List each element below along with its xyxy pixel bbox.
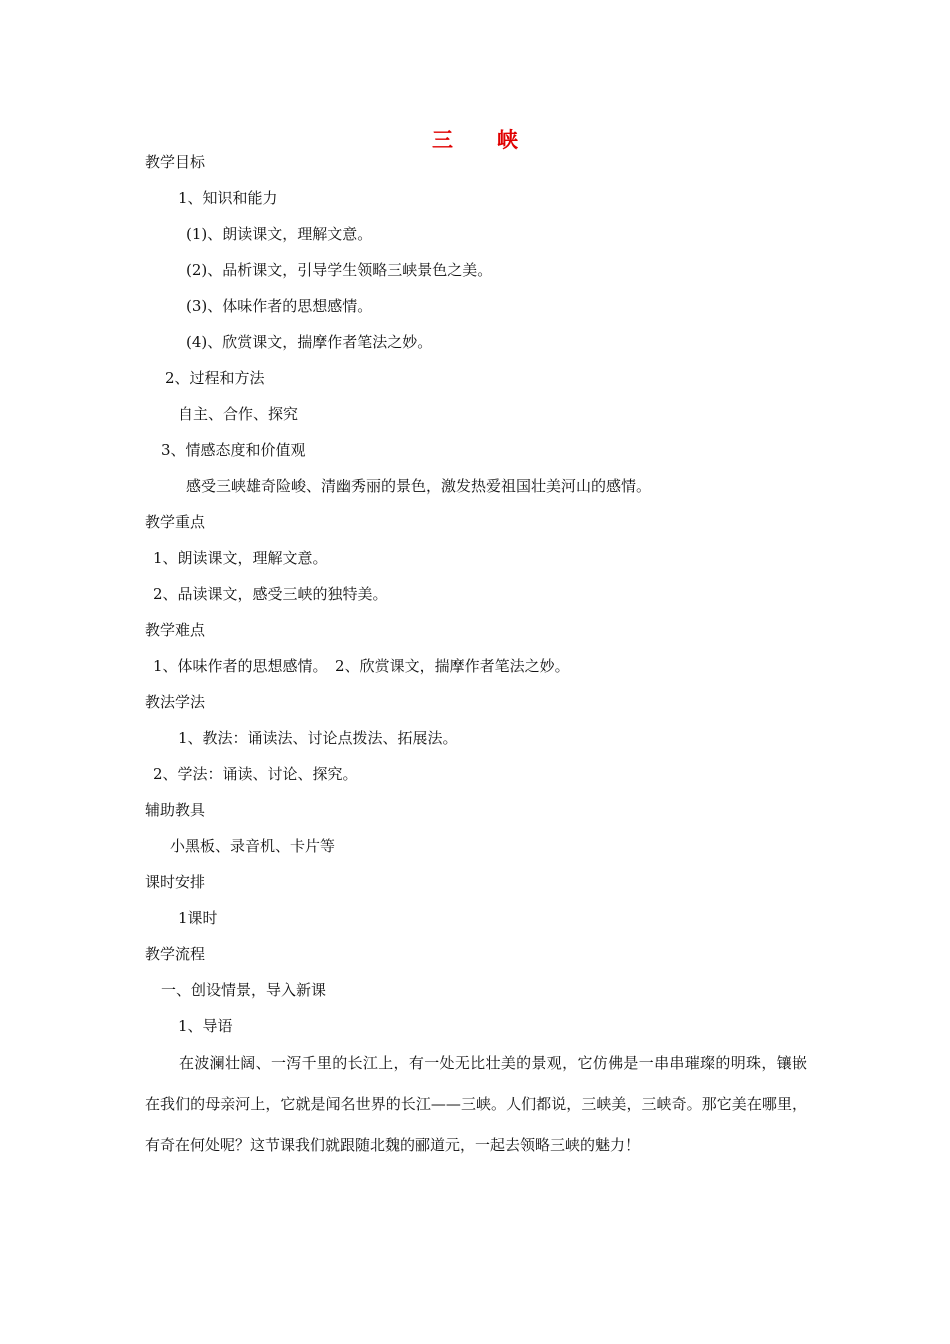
title-char-1: 三 <box>432 127 453 152</box>
aids-text: 小黑板、录音机、卡片等 <box>170 837 336 855</box>
schedule-text: 1课时 <box>178 909 218 927</box>
objective-emotion-heading: 3、情感态度和价值观 <box>161 441 306 459</box>
objective-item: (1)、朗读课文，理解文意。 <box>186 225 373 243</box>
process-step-heading: 一、创设情景，导入新课 <box>161 981 327 999</box>
method-item: 1、教法：诵读法、讨论点拨法、拓展法。 <box>178 729 458 747</box>
section-heading-difficulties: 教学难点 <box>145 621 206 639</box>
objective-process-text: 自主、合作、探究 <box>178 405 299 423</box>
intro-paragraph: 在波澜壮阔、一泻千里的长江上，有一处无比壮美的景观，它仿佛是一串串璀璨的明珠，镶嵌在我们的母亲河上，它就是闻名世界的长江——三峡。人们都说，三峡美，三峡奇。那它美在哪里，有奇在何处呢？这节课我们就跟随北魏的郦道元，一起去领略三峡的魅力！ <box>145 1054 807 1154</box>
section-heading-methods: 教法学法 <box>145 693 206 711</box>
key-point-item: 2、品读课文，感受三峡的独特美。 <box>153 585 388 603</box>
section-heading-schedule: 课时安排 <box>145 873 206 891</box>
page-title <box>0 124 950 154</box>
objective-item: (2)、品析课文，引导学生领略三峡景色之美。 <box>186 261 493 279</box>
section-heading-process: 教学流程 <box>145 945 206 963</box>
method-item: 2、学法：诵读、讨论、探究。 <box>153 765 358 783</box>
objective-emotion-text: 感受三峡雄奇险峻、清幽秀丽的景色，激发热爱祖国壮美河山的感情。 <box>186 477 652 495</box>
objective-knowledge-heading: 1、知识和能力 <box>178 189 278 207</box>
objective-item: (3)、体味作者的思想感情。 <box>186 297 373 315</box>
objective-item: (4)、欣赏课文，揣摩作者笔法之妙。 <box>186 333 433 351</box>
section-heading-key-points: 教学重点 <box>145 513 206 531</box>
process-substep-heading: 1、导语 <box>178 1017 233 1035</box>
section-heading-objectives: 教学目标 <box>145 153 206 171</box>
title-char-2: 峡 <box>497 127 518 152</box>
section-heading-aids: 辅助教具 <box>145 801 206 819</box>
difficulty-items: 1、体味作者的思想感情。 2、欣赏课文，揣摩作者笔法之妙。 <box>153 657 570 675</box>
objective-process-heading: 2、过程和方法 <box>165 369 265 387</box>
key-point-item: 1、朗读课文，理解文意。 <box>153 549 328 567</box>
